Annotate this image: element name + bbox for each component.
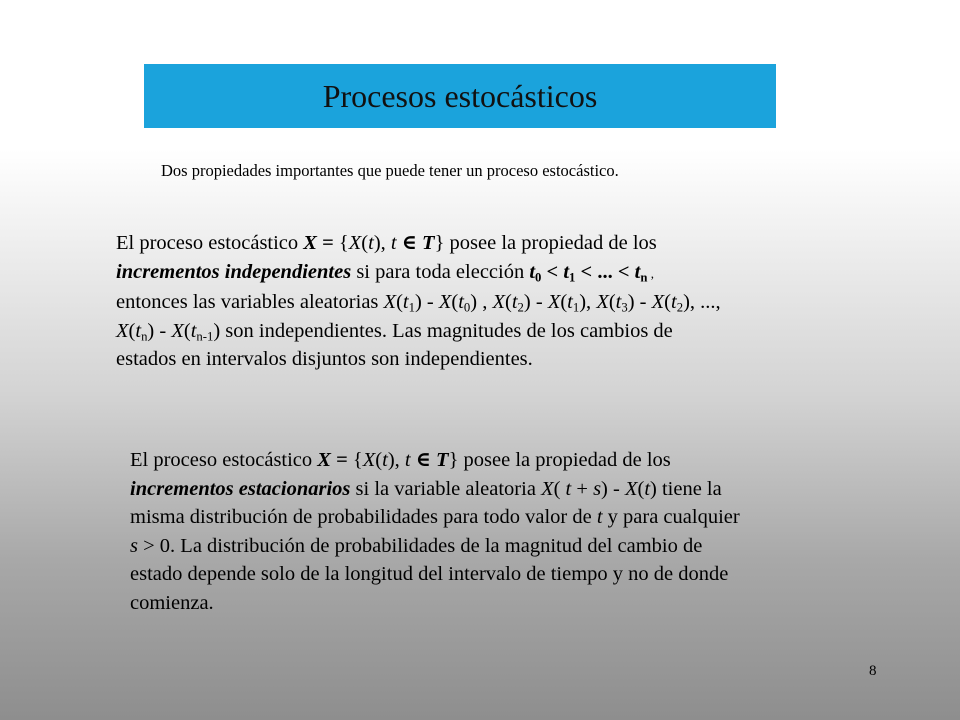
slide-title: Procesos estocásticos xyxy=(322,77,598,114)
page-number: 8 xyxy=(869,663,877,679)
title-bar xyxy=(144,64,776,128)
p1-line-4: $X(t_n) - X(t_{n-1})$ son independientes. Las magnitudes de los cambios de xyxy=(116,319,673,344)
slide-subtitle: Dos propiedades importantes que puede tener un proceso estocástico. xyxy=(161,161,619,180)
paragraph-stationary-increments xyxy=(130,446,740,618)
paragraph-independent-increments xyxy=(116,229,721,374)
p2-line-1: El proceso estocástico X = {X(t), t ∈ T} posee la propiedad de los xyxy=(130,449,671,471)
p1-line-3: entonces las variables aleatorias $X(t_1) - X(t_0)$ , $X(t_2) - X(t_1)$, $X(t_3) - X(t_2)$, ..., xyxy=(116,291,721,315)
p1-line-1: El proceso estocástico X = {X(t), t ∈ T} posee la propiedad de los xyxy=(116,232,657,254)
p1-line-5: estados en intervalos disjuntos son independientes. xyxy=(116,348,533,371)
p2-line-2: incrementos estacionarios si la variable aleatoria X( t + s) - X(t) tiene la xyxy=(130,477,722,500)
term-stationary-increments: incrementos estacionarios xyxy=(130,477,351,500)
element-of-symbol: ∈ xyxy=(410,449,437,471)
term-independent-increments: incrementos independientes xyxy=(116,260,352,283)
p2-line-5: estado depende solo de la longitud del intervalo de tiempo y no de donde xyxy=(130,563,729,586)
p2-line-3: misma distribución de probabilidades para todo valor de t y para cualquier xyxy=(130,506,740,529)
p2-line-4: s > 0. La distribución de probabilidades de la magnitud del cambio de xyxy=(130,534,703,557)
p2-line-6: comienza. xyxy=(130,591,214,614)
p1-line-2: incrementos independientes si para toda elección $t_0 < t_1$ < ... < $t_n$ , xyxy=(116,260,654,285)
element-of-symbol: ∈ xyxy=(396,232,423,254)
